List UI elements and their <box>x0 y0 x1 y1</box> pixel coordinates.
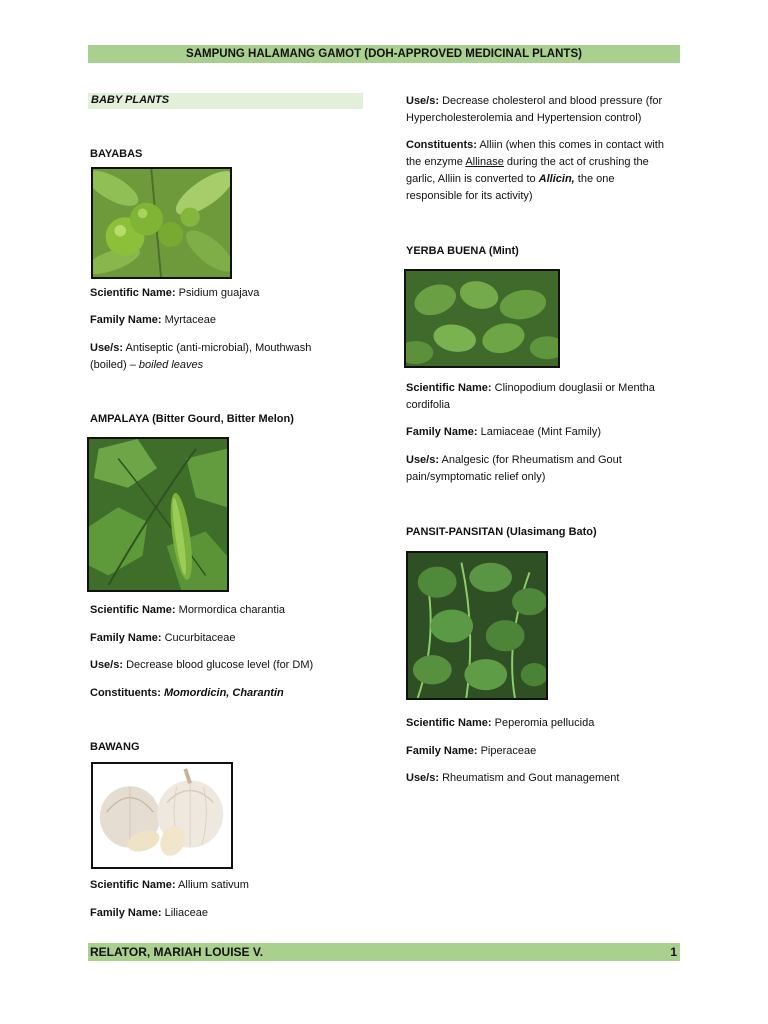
bayabas-scientific: Scientific Name: Psidium guajava <box>90 287 260 299</box>
yerba-buena-family: Family Name: Lamiaceae (Mint Family) <box>406 426 602 438</box>
bawang-scientific: Scientific Name: Allium sativum <box>90 879 249 891</box>
pansit-pansitan-family: Family Name: Piperaceae <box>406 745 537 757</box>
ampalaya-title: AMPALAYA (Bitter Gourd, Bitter Melon) <box>90 413 294 425</box>
bayabas-uses: Use/s: Antiseptic (anti-microbial), Mouthwash (boiled) – boiled leaves <box>90 342 312 371</box>
ampalaya-uses: Use/s: Decrease blood glucose level (for DM) <box>90 659 314 671</box>
pansit-pansitan-photo <box>406 551 548 700</box>
ampalaya-family: Family Name: Cucurbitaceae <box>90 632 236 644</box>
page-footer <box>88 943 680 961</box>
ampalaya-scientific: Scientific Name: Mormordica charantia <box>90 604 286 616</box>
bawang-title: BAWANG <box>90 741 140 753</box>
section-label <box>88 93 363 109</box>
page-title: SAMPUNG HALAMANG GAMOT (DOH-APPROVED MEDICINAL PLANTS) <box>186 48 582 60</box>
pansit-pansitan-scientific: Scientific Name: Peperomia pellucida <box>406 717 595 729</box>
ampalaya-photo <box>87 437 229 592</box>
section-label-text: BABY PLANTS <box>91 94 170 106</box>
bayabas-family: Family Name: Myrtaceae <box>90 314 216 326</box>
bayabas-title: BAYABAS <box>90 148 143 160</box>
bawang-family: Family Name: Liliaceae <box>90 907 209 919</box>
pansit-pansitan-uses: Use/s: Rheumatism and Gout management <box>406 772 620 784</box>
page-number: 1 <box>670 945 677 959</box>
bawang-constituents: Constituents: Alliin (when this comes in contact with the enzyme Allinase during the act of crushing the garlic, Alliin is converted to Allicin, the one responsible for its activity) <box>406 139 664 202</box>
yerba-buena-uses: Use/s: Analgesic (for Rheumatism and Gout pain/symptomatic relief only) <box>406 454 622 483</box>
bawang-uses: Use/s: Decrease cholesterol and blood pressure (for Hypercholesterolemia and Hypertension control) <box>406 95 663 124</box>
page-header <box>88 45 680 63</box>
ampalaya-constituents: Constituents: Momordicin, Charantin <box>90 687 284 699</box>
pansit-pansitan-title: PANSIT-PANSITAN (Ulasimang Bato) <box>406 526 597 538</box>
footer-author: RELATOR, MARIAH LOUISE V. <box>90 945 264 959</box>
yerba-buena-scientific: Scientific Name: Clinopodium douglasii or Mentha cordifolia <box>406 382 655 411</box>
bawang-photo <box>91 762 233 869</box>
yerba-buena-title: YERBA BUENA (Mint) <box>406 245 519 257</box>
yerba-buena-photo <box>404 269 560 368</box>
bayabas-photo <box>91 167 232 279</box>
